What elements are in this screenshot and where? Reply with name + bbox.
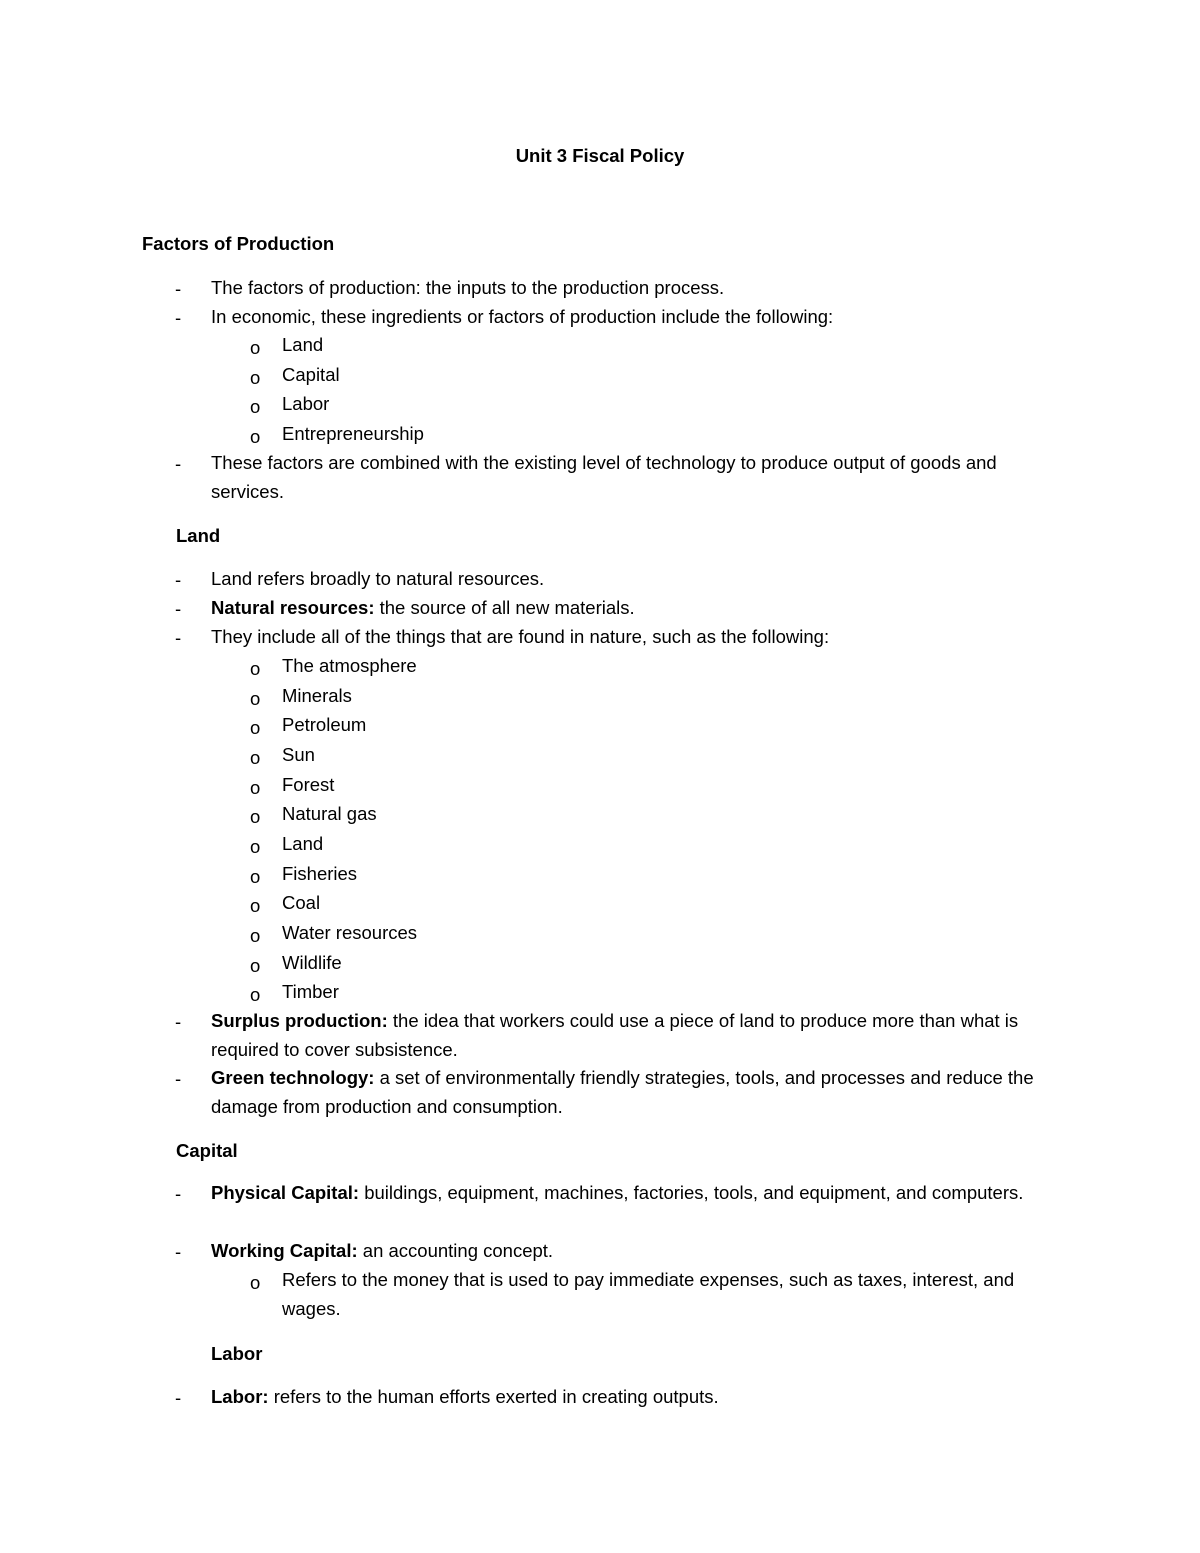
sub-list-item: Forest [282,774,335,795]
bullet-marker: o [250,777,261,798]
dash-marker: - [175,1011,182,1032]
dash-marker: - [175,278,182,299]
section-heading-land: Land [176,525,221,546]
sub-list-item: Wildlife [282,952,342,973]
section-heading-factors: Factors of Production [142,233,335,254]
list-item: These factors are combined with the existing level of technology to produce output of goods and services. [211,452,997,502]
term-definition: the idea that workers could use a piece of land to produce more than what is required to cover subsistence. [211,1010,1019,1060]
term-label: Surplus production: [211,1010,388,1031]
dash-marker: - [175,1387,182,1408]
bullet-marker: o [250,367,261,388]
bullet-marker: o [250,396,261,417]
bullet-marker: o [250,337,261,358]
bullet-marker: o [250,717,261,738]
sub-list-item: Capital [282,364,340,385]
dash-marker: - [175,1068,182,1089]
term-definition: an accounting concept. [357,1240,554,1261]
sub-list-item: Coal [282,892,321,913]
list-item [211,1237,1071,1266]
sub-list-item: Minerals [282,685,352,706]
bullet-marker: o [250,688,261,709]
section-heading-labor: Labor [211,1343,263,1364]
dash-marker: - [175,307,182,328]
term-label: Natural resources: [211,597,375,618]
dash-marker: - [175,1241,182,1262]
bullet-marker: o [250,836,261,857]
bullet-marker: o [250,806,261,827]
sub-list-item: Petroleum [282,714,367,735]
list-item [211,1064,1071,1121]
bullet-marker: o [250,895,261,916]
term-definition: buildings, equipment, machines, factories, tools, and equipment, and computers. [359,1182,1024,1203]
list-item [211,1179,1071,1208]
section-heading-capital: Capital [176,1140,238,1161]
sub-list-item: Entrepreneurship [282,423,424,444]
sub-list-item: Natural gas [282,803,377,824]
list-item: In economic, these ingredients or factors of production include the following: [211,306,834,327]
sub-list-item: Labor [282,393,330,414]
document-title: Unit 3 Fiscal Policy [515,145,685,166]
list-item: The factors of production: the inputs to the production process. [211,277,725,298]
bullet-marker: o [250,658,261,679]
term-label: Working Capital: [211,1240,358,1261]
sub-list-item: Timber [282,981,339,1002]
list-item [211,1007,1071,1064]
list-item [211,1383,1071,1412]
list-item: Land refers broadly to natural resources. [211,568,545,589]
list-item [211,594,1071,623]
term-definition: a set of environmentally friendly strategies, tools, and processes and reduce the damage from production and consumption. [211,1067,1034,1117]
sub-list-item: Refers to the money that is used to pay immediate expenses, such as taxes, interest, and wages. [282,1269,1015,1319]
bullet-marker: o [250,1272,261,1293]
term-label: Green technology: [211,1067,375,1088]
term-label: Physical Capital: [211,1182,360,1203]
sub-list-item: Land [282,334,324,355]
sub-list-item: Land [282,833,324,854]
sub-list-item: Water resources [282,922,418,943]
dash-marker: - [175,453,182,474]
term-definition: the source of all new materials. [374,597,635,618]
bullet-marker: o [250,925,261,946]
term-label: Labor: [211,1386,269,1407]
term-definition: refers to the human efforts exerted in creating outputs. [268,1386,719,1407]
list-item: They include all of the things that are found in nature, such as the following: [211,626,830,647]
bullet-marker: o [250,426,261,447]
bullet-marker: o [250,866,261,887]
dash-marker: - [175,627,182,648]
dash-marker: - [175,569,182,590]
sub-list-item: The atmosphere [282,655,417,676]
sub-list-item: Fisheries [282,863,358,884]
dash-marker: - [175,1183,182,1204]
bullet-marker: o [250,955,261,976]
dash-marker: - [175,598,182,619]
sub-list-item: Sun [282,744,315,765]
bullet-marker: o [250,747,261,768]
bullet-marker: o [250,984,261,1005]
